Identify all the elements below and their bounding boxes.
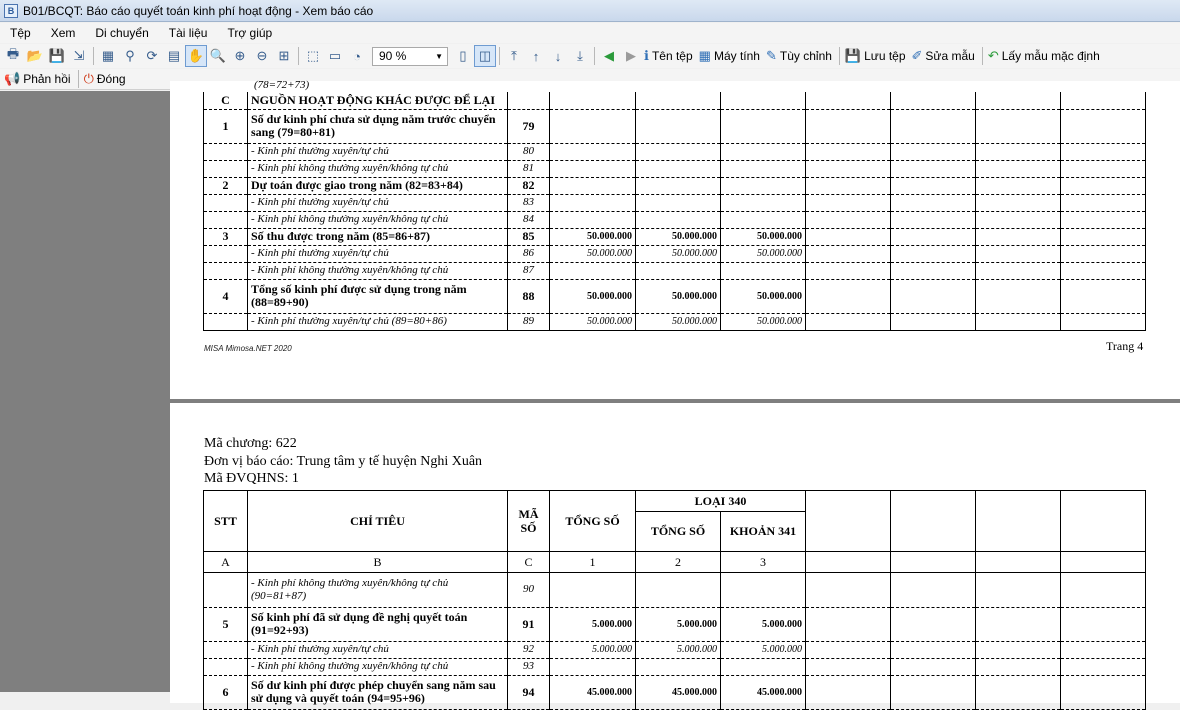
menu-tai-lieu[interactable]: Tài liệu	[168, 26, 208, 40]
cell-empty	[891, 658, 976, 675]
cell-tong-so: 50.000.000	[550, 313, 636, 330]
footer-page-number: Trang 4	[1106, 339, 1144, 353]
cell-loai-tong-so: 50.000.000	[636, 313, 721, 330]
cell-empty	[1061, 573, 1146, 607]
cell-empty	[806, 279, 891, 313]
report-viewer[interactable]	[170, 79, 1180, 705]
cell-khoan	[721, 573, 806, 607]
phan-hoi-label: Phản hồi	[23, 72, 71, 86]
cell-empty	[1061, 607, 1146, 641]
cell-empty	[891, 607, 976, 641]
cell-tong-so: 5.000.000	[550, 641, 636, 658]
luu-tep-label: Lưu tệp	[864, 49, 906, 63]
dong-label: Đóng	[96, 72, 126, 86]
cell-ma-so: 88	[508, 279, 550, 313]
cell-khoan	[721, 262, 806, 279]
table-row	[204, 177, 1146, 194]
header-chi-tieu: CHỈ TIÊU	[248, 491, 508, 552]
cell-empty	[976, 160, 1061, 177]
page-setup-icon[interactable]: ▤	[167, 48, 181, 63]
cell-stt	[204, 658, 248, 675]
cell-empty	[891, 92, 976, 109]
toolbar-separator	[594, 47, 595, 65]
cell-empty	[806, 177, 891, 194]
dong-button[interactable]	[82, 71, 130, 87]
cell-empty	[976, 211, 1061, 228]
cell-khoan: 50.000.000	[721, 313, 806, 330]
cell-tong-so	[550, 92, 636, 109]
report-table-page4	[203, 92, 1146, 331]
header-empty	[976, 552, 1061, 573]
cell-loai-tong-so: 50.000.000	[636, 228, 721, 245]
cell-chi-tieu: Số kinh phí đã sử dụng đề nghị quyết toán (91=92+93)	[248, 607, 508, 641]
header-empty	[806, 491, 891, 552]
table-row	[204, 194, 1146, 211]
refresh-icon[interactable]: ⟳	[146, 48, 158, 63]
cell-khoan	[721, 160, 806, 177]
first-page-icon[interactable]: ⤒	[511, 48, 517, 63]
zoom-select[interactable]	[372, 47, 448, 66]
cell-empty	[976, 143, 1061, 160]
cell-loai-tong-so	[636, 160, 721, 177]
cell-ma-so: 85	[508, 228, 550, 245]
zoom-100-icon[interactable]: ◔	[353, 48, 361, 64]
table-row	[204, 245, 1146, 262]
cell-chi-tieu: Số dư kinh phí chưa sử dụng năm trước chuyển sang (79=80+81)	[248, 109, 508, 143]
cell-ma-so: 89	[508, 313, 550, 330]
toolbar-separator	[78, 70, 79, 88]
cell-chi-tieu: - Kinh phí không thường xuyên/không tự chủ	[248, 658, 508, 675]
cut-row-text: (78=72+73)	[254, 79, 310, 91]
cell-empty	[1061, 211, 1146, 228]
zoom-value: 90 %	[379, 48, 407, 63]
power-icon: ⏻	[83, 71, 94, 86]
cell-khoan	[721, 109, 806, 143]
cell-empty	[976, 262, 1061, 279]
cell-chi-tieu: - Kinh phí thường xuyên/tự chủ (89=80+86)	[248, 313, 508, 330]
cell-loai-tong-so: 50.000.000	[636, 279, 721, 313]
cell-stt: 4	[204, 279, 248, 313]
cell-ma-so: 94	[508, 675, 550, 709]
table-row	[204, 675, 1146, 709]
cell-empty	[806, 313, 891, 330]
cell-tong-so: 50.000.000	[550, 279, 636, 313]
table-row	[204, 92, 1146, 109]
cell-loai-tong-so	[636, 211, 721, 228]
cell-chi-tieu: NGUỒN HOẠT ĐỘNG KHÁC ĐƯỢC ĐỂ LẠI	[248, 92, 508, 109]
header-empty	[1061, 552, 1146, 573]
prev-page-icon[interactable]: ↑	[532, 48, 540, 64]
cell-khoan	[721, 143, 806, 160]
cell-empty	[1061, 262, 1146, 279]
chevron-down-icon: ▼	[435, 51, 443, 61]
cell-empty	[976, 607, 1061, 641]
cell-stt	[204, 262, 248, 279]
single-page-icon[interactable]: ▯	[459, 48, 467, 63]
cell-tong-so: 5.000.000	[550, 607, 636, 641]
cell-khoan: 50.000.000	[721, 245, 806, 262]
zoom-out-icon[interactable]: ⊖	[256, 48, 268, 63]
table-row	[204, 313, 1146, 330]
forward-icon[interactable]: ▶	[626, 48, 636, 63]
cell-chi-tieu: Tổng số kinh phí được sử dụng trong năm (88=89+90)	[248, 279, 508, 313]
menu-di-chuyen[interactable]: Di chuyển	[95, 26, 149, 40]
find-icon[interactable]: ⚲	[125, 48, 135, 63]
cell-empty	[806, 658, 891, 675]
megaphone-icon: 📢	[4, 71, 21, 86]
header-col-2: 2	[636, 552, 721, 573]
cell-khoan	[721, 658, 806, 675]
open-folder-icon[interactable]: 📂	[26, 48, 44, 63]
header-tong-so: TỔNG SỐ	[550, 491, 636, 552]
cell-empty	[1061, 641, 1146, 658]
cell-khoan	[721, 194, 806, 211]
menu-bar	[0, 23, 1180, 43]
cell-tong-so	[550, 262, 636, 279]
cell-stt: 1	[204, 109, 248, 143]
cell-stt: C	[204, 92, 248, 109]
cell-tong-so	[550, 211, 636, 228]
cell-stt: 3	[204, 228, 248, 245]
cell-stt: 6	[204, 675, 248, 709]
export-icon[interactable]: ⇲	[73, 48, 85, 63]
report-page-5	[170, 403, 1180, 703]
table-row	[204, 607, 1146, 641]
cell-loai-tong-so	[636, 177, 721, 194]
table-row	[204, 109, 1146, 143]
cell-empty	[976, 245, 1061, 262]
cell-stt	[204, 313, 248, 330]
cell-empty	[1061, 177, 1146, 194]
cell-empty	[976, 573, 1061, 607]
cell-tong-so	[550, 573, 636, 607]
cell-khoan: 5.000.000	[721, 641, 806, 658]
cell-empty	[1061, 658, 1146, 675]
cell-empty	[976, 92, 1061, 109]
cell-loai-tong-so: 50.000.000	[636, 245, 721, 262]
cell-empty	[806, 573, 891, 607]
cell-khoan	[721, 92, 806, 109]
cell-empty	[806, 194, 891, 211]
cell-loai-tong-so	[636, 262, 721, 279]
cell-stt	[204, 194, 248, 211]
cell-empty	[806, 160, 891, 177]
cell-empty	[806, 262, 891, 279]
cell-loai-tong-so: 5.000.000	[636, 641, 721, 658]
toolbar-separator	[298, 47, 299, 65]
calculator-icon: ▦	[698, 48, 711, 63]
cell-stt: 2	[204, 177, 248, 194]
cell-ma-so: 83	[508, 194, 550, 211]
cell-stt	[204, 641, 248, 658]
cell-empty	[976, 313, 1061, 330]
cell-khoan: 5.000.000	[721, 607, 806, 641]
cell-ma-so: 80	[508, 143, 550, 160]
sua-mau-button[interactable]	[910, 48, 979, 64]
cell-empty	[891, 313, 976, 330]
cell-empty	[891, 262, 976, 279]
cell-chi-tieu: - Kinh phí không thường xuyên/không tự chủ	[248, 211, 508, 228]
cell-empty	[806, 109, 891, 143]
header-col-3: 3	[721, 552, 806, 573]
table-row	[204, 279, 1146, 313]
cell-tong-so	[550, 194, 636, 211]
cell-empty	[891, 573, 976, 607]
cell-loai-tong-so	[636, 194, 721, 211]
cell-empty	[891, 143, 976, 160]
cell-stt	[204, 211, 248, 228]
cell-khoan	[721, 211, 806, 228]
next-page-icon[interactable]: ↓	[554, 48, 562, 64]
tuy-chinh-label: Tùy chỉnh	[779, 49, 832, 63]
menu-xem[interactable]: Xem	[50, 26, 76, 40]
cell-empty	[1061, 160, 1146, 177]
phan-hoi-button[interactable]	[2, 71, 75, 87]
cell-empty	[976, 194, 1061, 211]
cell-chi-tieu: Số dư kinh phí được phép chuyển sang năm sau sử dụng và quyết toán (94=95+96)	[248, 675, 508, 709]
cell-empty	[976, 177, 1061, 194]
cell-ma-so	[508, 92, 550, 109]
cell-chi-tieu: - Kinh phí thường xuyên/tự chủ	[248, 194, 508, 211]
cell-empty	[806, 228, 891, 245]
table-row	[204, 262, 1146, 279]
ten-tep-button[interactable]	[642, 48, 697, 64]
cell-empty	[891, 109, 976, 143]
cell-empty	[976, 675, 1061, 709]
table-row	[204, 160, 1146, 177]
cell-empty	[891, 177, 976, 194]
header-loai-340: LOẠI 340	[636, 491, 806, 512]
cell-ma-so: 82	[508, 177, 550, 194]
header-col-1: 1	[550, 552, 636, 573]
cell-ma-so: 92	[508, 641, 550, 658]
report-page-4	[170, 81, 1180, 399]
zoom-in-icon[interactable]: ⊕	[234, 48, 246, 63]
header-col-a: A	[204, 552, 248, 573]
window-title: B01/BCQT: Báo cáo quyết toán kinh phí hoạt động - Xem báo cáo	[23, 3, 374, 18]
cell-tong-so	[550, 109, 636, 143]
toolbar	[0, 44, 1180, 68]
cell-chi-tieu: - Kinh phí thường xuyên/tự chủ	[248, 641, 508, 658]
cell-stt	[204, 245, 248, 262]
cell-tong-so	[550, 177, 636, 194]
cell-empty	[891, 245, 976, 262]
cell-empty	[891, 160, 976, 177]
table-row	[204, 228, 1146, 245]
back-icon[interactable]: ◀	[604, 48, 614, 63]
cell-khoan: 50.000.000	[721, 228, 806, 245]
menu-tro-giup[interactable]: Trợ giúp	[227, 26, 273, 40]
header-empty	[806, 552, 891, 573]
cell-empty	[976, 109, 1061, 143]
cell-empty	[1061, 313, 1146, 330]
cell-chi-tieu: - Kinh phí không thường xuyên/không tự chủ	[248, 160, 508, 177]
cell-empty	[976, 279, 1061, 313]
zoom-region-icon[interactable]: ⊞	[278, 48, 290, 63]
cell-loai-tong-so	[636, 658, 721, 675]
last-page-icon[interactable]: ⤓	[577, 48, 583, 63]
toolbar-separator	[982, 47, 983, 65]
undo-icon: ↶	[987, 48, 999, 63]
table-row	[204, 143, 1146, 160]
cell-chi-tieu: Số thu được trong năm (85=86+87)	[248, 228, 508, 245]
cell-chi-tieu: Dự toán được giao trong năm (82=83+84)	[248, 177, 508, 194]
menu-tep[interactable]: Tệp	[10, 26, 31, 40]
luu-tep-button[interactable]	[843, 48, 910, 64]
cell-empty	[1061, 92, 1146, 109]
toolbar-separator	[93, 47, 94, 65]
cell-empty	[806, 607, 891, 641]
cell-ma-so: 93	[508, 658, 550, 675]
cell-ma-so: 91	[508, 607, 550, 641]
may-tinh-label: Máy tính	[713, 49, 760, 63]
toolbar-separator	[499, 47, 500, 65]
cell-stt	[204, 143, 248, 160]
cell-empty	[806, 92, 891, 109]
cell-loai-tong-so	[636, 143, 721, 160]
cell-empty	[806, 245, 891, 262]
fit-width-icon[interactable]: ▭	[328, 48, 342, 63]
cell-empty	[976, 228, 1061, 245]
header-loai-tong-so: TỔNG SỐ	[636, 512, 721, 552]
cell-empty	[1061, 109, 1146, 143]
cell-tong-so	[550, 658, 636, 675]
save-icon[interactable]: 💾	[48, 48, 66, 63]
report-table-page5	[203, 573, 1146, 710]
cell-chi-tieu: - Kinh phí thường xuyên/tự chủ	[248, 245, 508, 262]
report-table-header	[203, 490, 1146, 573]
cell-empty	[1061, 245, 1146, 262]
cell-ma-so: 90	[508, 573, 550, 607]
header-col-b: B	[248, 552, 508, 573]
title-bar	[0, 0, 1180, 22]
cell-tong-so	[550, 143, 636, 160]
cell-tong-so: 50.000.000	[550, 245, 636, 262]
cell-empty	[891, 641, 976, 658]
cell-empty	[1061, 194, 1146, 211]
customize-icon: ✎	[765, 48, 777, 63]
cell-tong-so: 45.000.000	[550, 675, 636, 709]
cell-empty	[1061, 228, 1146, 245]
hand-tool-icon[interactable]: ✋	[185, 45, 207, 67]
cell-ma-so: 84	[508, 211, 550, 228]
cell-empty	[806, 143, 891, 160]
toolbar-separator	[839, 47, 840, 65]
cell-chi-tieu: - Kinh phí thường xuyên/tự chủ	[248, 143, 508, 160]
table-row	[204, 211, 1146, 228]
ma-chuong: Mã chương: 622	[204, 436, 297, 451]
cell-ma-so: 86	[508, 245, 550, 262]
table-row	[204, 573, 1146, 607]
cell-khoan	[721, 177, 806, 194]
cell-empty	[976, 641, 1061, 658]
edit-template-icon: ✐	[911, 48, 923, 63]
magnifier-icon[interactable]: 🔍	[209, 48, 227, 63]
ten-tep-label: Tên tệp	[651, 49, 693, 63]
cell-empty	[1061, 279, 1146, 313]
sua-mau-label: Sửa mẫu	[925, 49, 975, 63]
fit-page-icon[interactable]: ⬚	[306, 48, 320, 63]
header-empty	[1061, 491, 1146, 552]
cell-loai-tong-so	[636, 92, 721, 109]
cell-empty	[806, 641, 891, 658]
lay-mau-label: Lấy mẫu mặc định	[1001, 49, 1100, 63]
table-row	[204, 658, 1146, 675]
cell-loai-tong-so: 5.000.000	[636, 607, 721, 641]
cell-stt	[204, 160, 248, 177]
cell-empty	[891, 675, 976, 709]
header-khoan-341: KHOẢN 341	[721, 512, 806, 552]
cell-khoan: 45.000.000	[721, 675, 806, 709]
cell-ma-so: 79	[508, 109, 550, 143]
header-col-c: C	[508, 552, 550, 573]
cell-chi-tieu: - Kinh phí không thường xuyên/không tự chủ (90=81+87)	[248, 573, 508, 607]
header-empty	[891, 491, 976, 552]
cell-ma-so: 81	[508, 160, 550, 177]
cell-loai-tong-so	[636, 573, 721, 607]
info-icon: ℹ	[644, 48, 649, 63]
cell-loai-tong-so	[636, 109, 721, 143]
print-icon[interactable]: 🖶	[6, 46, 20, 61]
cell-empty	[806, 211, 891, 228]
cell-empty	[1061, 675, 1146, 709]
cell-tong-so: 50.000.000	[550, 228, 636, 245]
cell-empty	[1061, 143, 1146, 160]
ma-dvqhns: Mã ĐVQHNS: 1	[204, 471, 299, 486]
header-stt: STT	[204, 491, 248, 552]
cell-chi-tieu: - Kinh phí không thường xuyên/không tự chủ	[248, 262, 508, 279]
multi-page-icon[interactable]: ◫	[474, 45, 496, 67]
may-tinh-button[interactable]	[697, 48, 764, 64]
footer-software: MISA Mimosa.NET 2020	[204, 344, 292, 353]
don-vi-bao-cao: Đơn vị báo cáo: Trung tâm y tế huyện Nghi Xuân	[204, 454, 483, 469]
cell-empty	[891, 228, 976, 245]
header-empty	[976, 491, 1061, 552]
cell-empty	[891, 194, 976, 211]
cell-khoan: 50.000.000	[721, 279, 806, 313]
grid-icon[interactable]: ▦	[101, 48, 115, 63]
cell-ma-so: 87	[508, 262, 550, 279]
lay-mau-mac-dinh-button[interactable]	[986, 48, 1104, 64]
cell-stt	[204, 573, 248, 607]
tuy-chinh-button[interactable]	[764, 48, 836, 64]
cell-stt: 5	[204, 607, 248, 641]
cell-empty	[806, 675, 891, 709]
cell-empty	[976, 658, 1061, 675]
cell-tong-so	[550, 160, 636, 177]
cell-empty	[891, 211, 976, 228]
app-icon: B	[4, 4, 18, 18]
table-row	[204, 641, 1146, 658]
cell-loai-tong-so: 45.000.000	[636, 675, 721, 709]
cell-empty	[891, 279, 976, 313]
header-empty	[891, 552, 976, 573]
save-file-icon: 💾	[844, 48, 862, 63]
header-ma-so: MÃ SỐ	[508, 491, 550, 552]
left-pane	[0, 91, 170, 692]
